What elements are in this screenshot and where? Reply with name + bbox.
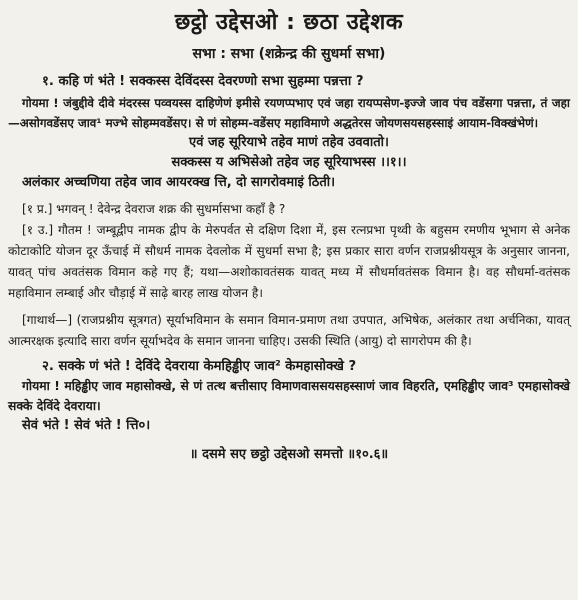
verse-line-1: एवं जह सूरियाभे तहेव माणं तहेव उववातो।	[189, 135, 389, 150]
hindi-answer-1: [१ उ.] गौतम ! जम्बूद्वीप नामक द्वीप के मेरुपर्वत से दक्षिण दिशा में, इस रत्नप्रभा पृथ्वी के बहुसम रमणीय भूभाग से अनेक कोटाकोटि योजन दूर ऊँचाई में सौधर्म नामक देवलोक में सुधर्मा सभा है; इस प्रकार सारा वर्णन राजप्रश्नीयसूत्र के अनुसार जानना, यावत् पांच अवतंसक विमान कहे गए हैं; यथा—अशोकावतंसक यावत् मध्य में सौधर्मावतंसक विमान है। वह सौधर्मा-वतंसक महाविमान लम्बाई और चौड़ाई में साढ़े बारह लाख योजन है।	[8, 223, 570, 300]
answer-1: गोयमा ! जंबुद्दीवे दीवे मंदरस्स पव्वयस्स दाहिणेणं इमीसे रयणप्पभाए एवं जहा रायप्पसेण-इज्जे जाव पंच वडेंसगा पन्नत्ता, तं जहा—असोगवडेंसए जाव¹ मज्भे सोहम्मवडेंसए। से णं सोहम्म-वडेंसए महाविमाणे अद्धतेरस जोयणसयसहस्साइं आयाम-विक्खंभेणं।	[8, 96, 570, 130]
answer-1-tail: अलंकार अच्चणिया तहेव जाव आयरक्ख त्ति, दो सागरोवमाइं ठिती।	[22, 175, 336, 190]
question-1: १. कहि णं भंते ! सक्कस्स देविंदस्स देवरण्णो सभा सुहम्मा पन्नत्ता ?	[42, 74, 364, 89]
sevam-line: सेवं भंते ! सेवं भंते ! त्ति०।	[22, 418, 151, 433]
verse-line-2: सक्कस्स य अभिसेओ तहेव जह सूरियाभस्स ।।१।।	[171, 155, 407, 170]
question-2: २. सक्के णं भंते ! देविंदे देवराया केमहिड्ढीए जाव² केमहासोक्खे ?	[42, 359, 357, 374]
answer-2: गोयमा ! महिड्ढीए जाव महासोक्खे, से णं तत्थ बत्तीसाए विमाणवाससयसहस्साणं जाव विहरति, एमहिड्ढीए जाव³ एमहासोक्खे सक्के देविंदे देवराया।	[8, 379, 570, 413]
page-title: छट्ठो उद्देसओ : छठा उद्देशक	[174, 10, 404, 35]
gatha-explanation: [गाथार्थ—] (राजप्रश्नीय सूत्रगत) सूर्याभविमान के समान विमान-प्रमाण तथा उपपात, अभिषेक, अलंकार तथा अर्चनिका, यावत् आत्मरक्षक इत्यादि सारा वर्णन सूर्याभदेव के समान जानना चाहिए। उसकी स्थिति (आयु) दो सागरोपम की है।	[8, 313, 570, 348]
closing-line: ॥ दसमे सए छट्ठो उद्देसओ समत्तो ॥१०.६॥	[189, 447, 389, 462]
hindi-question-1: [१ प्र.] भगवन् ! देवेन्द्र देवराज शक्र की सुधर्मासभा कहाँ है ?	[22, 202, 286, 216]
page-subtitle: सभा : सभा (शक्रेन्द्र की सुधर्मा सभा)	[192, 46, 386, 62]
